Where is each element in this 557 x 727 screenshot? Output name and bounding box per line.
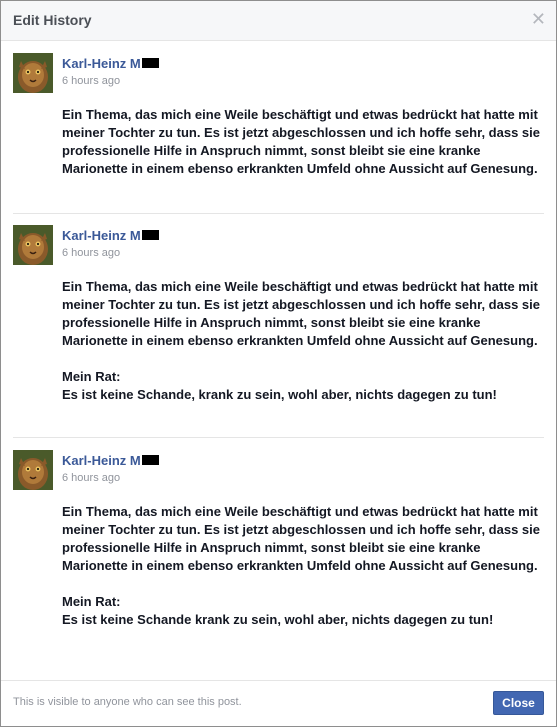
visibility-note: This is visible to anyone who can see this post. (13, 696, 242, 708)
post-text (62, 503, 542, 629)
timestamp[interactable]: 6 hours ago (62, 75, 121, 87)
author-name[interactable]: Karl-Heinz M (62, 228, 159, 243)
history-entry (13, 225, 544, 438)
author-name[interactable]: Karl-Heinz M (62, 453, 159, 468)
avatar[interactable] (13, 53, 53, 93)
redaction-bar (142, 58, 159, 68)
post-text (62, 106, 542, 178)
avatar[interactable] (13, 225, 53, 265)
history-list (1, 41, 556, 681)
close-button[interactable]: Close (493, 691, 544, 715)
dialog-header (1, 1, 556, 41)
post-paragraph: Es ist keine Schande, krank zu sein, wohl aber, nichts dagegen zu tun! (62, 387, 497, 402)
timestamp[interactable]: 6 hours ago (62, 472, 121, 484)
post-text (62, 278, 542, 404)
dialog-title: Edit History (13, 12, 92, 28)
post-paragraph: Mein Rat: (62, 594, 121, 609)
history-entry (13, 450, 544, 675)
author-name[interactable]: Karl-Heinz M (62, 56, 159, 71)
dialog-footer (1, 680, 556, 726)
redaction-bar (142, 455, 159, 465)
redaction-bar (142, 230, 159, 240)
post-paragraph: Ein Thema, das mich eine Weile beschäftigt und etwas bedrückt hat hatte mit meiner Tochter zu tun. Es ist jetzt abgeschlossen und ich hoffe sehr, dass sie professionelle Hilfe in Anspruch nimmt, sonst bleibt sie eine kranke Marionette in einem ebenso erkrankten Umfeld ohne Aussicht auf Genesung. (62, 504, 540, 573)
avatar[interactable] (13, 450, 53, 490)
history-entry (13, 53, 544, 214)
post-paragraph: Mein Rat: (62, 369, 121, 384)
post-paragraph: Ein Thema, das mich eine Weile beschäftigt und etwas bedrückt hat hatte mit meiner Tochter zu tun. Es ist jetzt abgeschlossen und ich hoffe sehr, dass sie professionelle Hilfe in Anspruch nimmt, sonst bleibt sie eine kranke Marionette in einem ebenso erkrankten Umfeld ohne Aussicht auf Genesung. (62, 279, 540, 348)
timestamp[interactable]: 6 hours ago (62, 247, 121, 259)
post-paragraph: Es ist keine Schande krank zu sein, wohl aber, nichts dagegen zu tun! (62, 612, 494, 627)
close-icon[interactable]: ✕ (530, 9, 546, 29)
post-paragraph: Ein Thema, das mich eine Weile beschäftigt und etwas bedrückt hat hatte mit meiner Tochter zu tun. Es ist jetzt abgeschlossen und ich hoffe sehr, dass sie professionelle Hilfe in Anspruch nimmt, sonst bleibt sie eine kranke Marionette in einem ebenso erkrankten Umfeld ohne Aussicht auf Genesung. (62, 107, 540, 176)
